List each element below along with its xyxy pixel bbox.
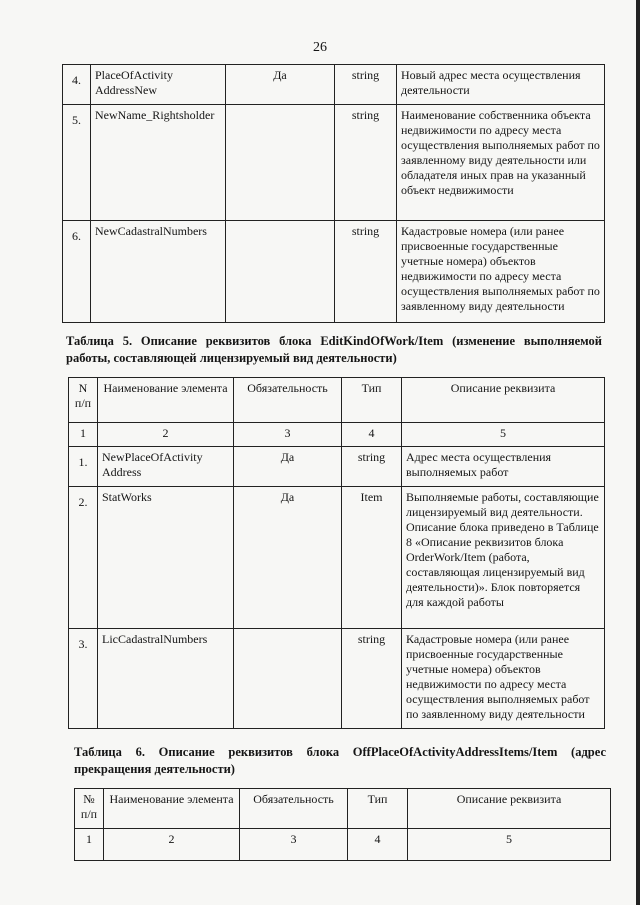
table-row bbox=[69, 447, 605, 487]
column-number: 4 bbox=[348, 829, 408, 861]
header-number: N п/п bbox=[69, 378, 98, 423]
column-number: 1 bbox=[69, 423, 98, 447]
row-number: 3. bbox=[69, 629, 98, 729]
header-element-name: Наименование элемента bbox=[104, 789, 240, 829]
element-description: Адрес места осуществления выполняемых работ bbox=[402, 447, 605, 487]
page-number: 26 bbox=[313, 40, 327, 55]
element-type: string bbox=[335, 65, 397, 105]
element-description: Наименование собственника объекта недвижимости по адресу места осуществления выполняемых работ по заявленному виду деятельности или обладателя иных прав на указанный объект недвижимости bbox=[397, 105, 605, 221]
required-flag bbox=[226, 221, 335, 323]
column-number: 3 bbox=[240, 829, 348, 861]
header-number: № п/п bbox=[75, 789, 104, 829]
table5-caption-line1: Таблица 5. Описание реквизитов блока EditKindOfWork/Item (изменение выполняемой bbox=[66, 334, 602, 348]
element-type: string bbox=[335, 105, 397, 221]
column-number: 2 bbox=[98, 423, 234, 447]
header-type: Тип bbox=[348, 789, 408, 829]
header-required: Обязательность bbox=[234, 378, 342, 423]
element-type: string bbox=[342, 629, 402, 729]
row-number: 4. bbox=[63, 65, 91, 105]
column-number: 1 bbox=[75, 829, 104, 861]
row-number: 6. bbox=[63, 221, 91, 323]
table-row bbox=[63, 65, 605, 105]
table-header-row bbox=[75, 789, 611, 829]
element-description: Новый адрес места осуществления деятельности bbox=[397, 65, 605, 105]
element-name: PlaceOfActivity AddressNew bbox=[91, 65, 226, 105]
header-type: Тип bbox=[342, 378, 402, 423]
table-header-row bbox=[69, 378, 605, 423]
element-name: NewName_Rightsholder bbox=[91, 105, 226, 221]
header-required: Обязательность bbox=[240, 789, 348, 829]
column-number: 2 bbox=[104, 829, 240, 861]
column-number: 5 bbox=[402, 423, 605, 447]
element-description: Кадастровые номера (или ранее присвоенные государственные учетные номера) объектов недвижимости по адресу места осуществления выполняемых работ по заявленному виду деятельности bbox=[402, 629, 605, 729]
table5 bbox=[68, 377, 605, 729]
table6-caption-line1: Таблица 6. Описание реквизитов блока OffPlaceOfActivityAddressItems/Item (адрес bbox=[74, 745, 606, 759]
table-row bbox=[63, 105, 605, 221]
table5-caption-line2: работы, составляющей лицензируемый вид деятельности) bbox=[66, 351, 397, 365]
element-name: NewCadastralNumbers bbox=[91, 221, 226, 323]
row-number: 1. bbox=[69, 447, 98, 487]
row-number: 5. bbox=[63, 105, 91, 221]
element-name: LicCadastralNumbers bbox=[98, 629, 234, 729]
required-flag bbox=[234, 629, 342, 729]
table6 bbox=[74, 788, 611, 861]
element-type: Item bbox=[342, 487, 402, 629]
page-edge bbox=[636, 0, 640, 905]
row-number: 2. bbox=[69, 487, 98, 629]
table6-caption-line2: прекращения деятельности) bbox=[74, 762, 235, 776]
table6-caption bbox=[74, 744, 606, 778]
element-description: Выполняемые работы, составляющие лицензируемый вид деятельности. Описание блока приведено в Таблице 8 «Описание реквизитов блока OrderWork/Item (работа, составляющая лицензируемый вид деятельности)». Блок повторяется для каждой работы bbox=[402, 487, 605, 629]
element-description: Кадастровые номера (или ранее присвоенные государственные учетные номера) объектов недвижимости по адресу места осуществления выполняемых работ по заявленному виду деятельности bbox=[397, 221, 605, 323]
element-name: NewPlaceOfActivity Address bbox=[98, 447, 234, 487]
column-number-row bbox=[75, 829, 611, 861]
column-number: 4 bbox=[342, 423, 402, 447]
column-number: 3 bbox=[234, 423, 342, 447]
required-flag: Да bbox=[226, 65, 335, 105]
table-row bbox=[63, 221, 605, 323]
header-description: Описание реквизита bbox=[402, 378, 605, 423]
table-continued bbox=[62, 64, 605, 323]
element-type: string bbox=[342, 447, 402, 487]
element-name: StatWorks bbox=[98, 487, 234, 629]
required-flag: Да bbox=[234, 447, 342, 487]
header-element-name: Наименование элемента bbox=[98, 378, 234, 423]
table5-caption bbox=[66, 333, 602, 367]
table-row bbox=[69, 629, 605, 729]
element-type: string bbox=[335, 221, 397, 323]
table-row bbox=[69, 487, 605, 629]
column-number-row bbox=[69, 423, 605, 447]
column-number: 5 bbox=[408, 829, 611, 861]
required-flag: Да bbox=[234, 487, 342, 629]
header-description: Описание реквизита bbox=[408, 789, 611, 829]
required-flag bbox=[226, 105, 335, 221]
